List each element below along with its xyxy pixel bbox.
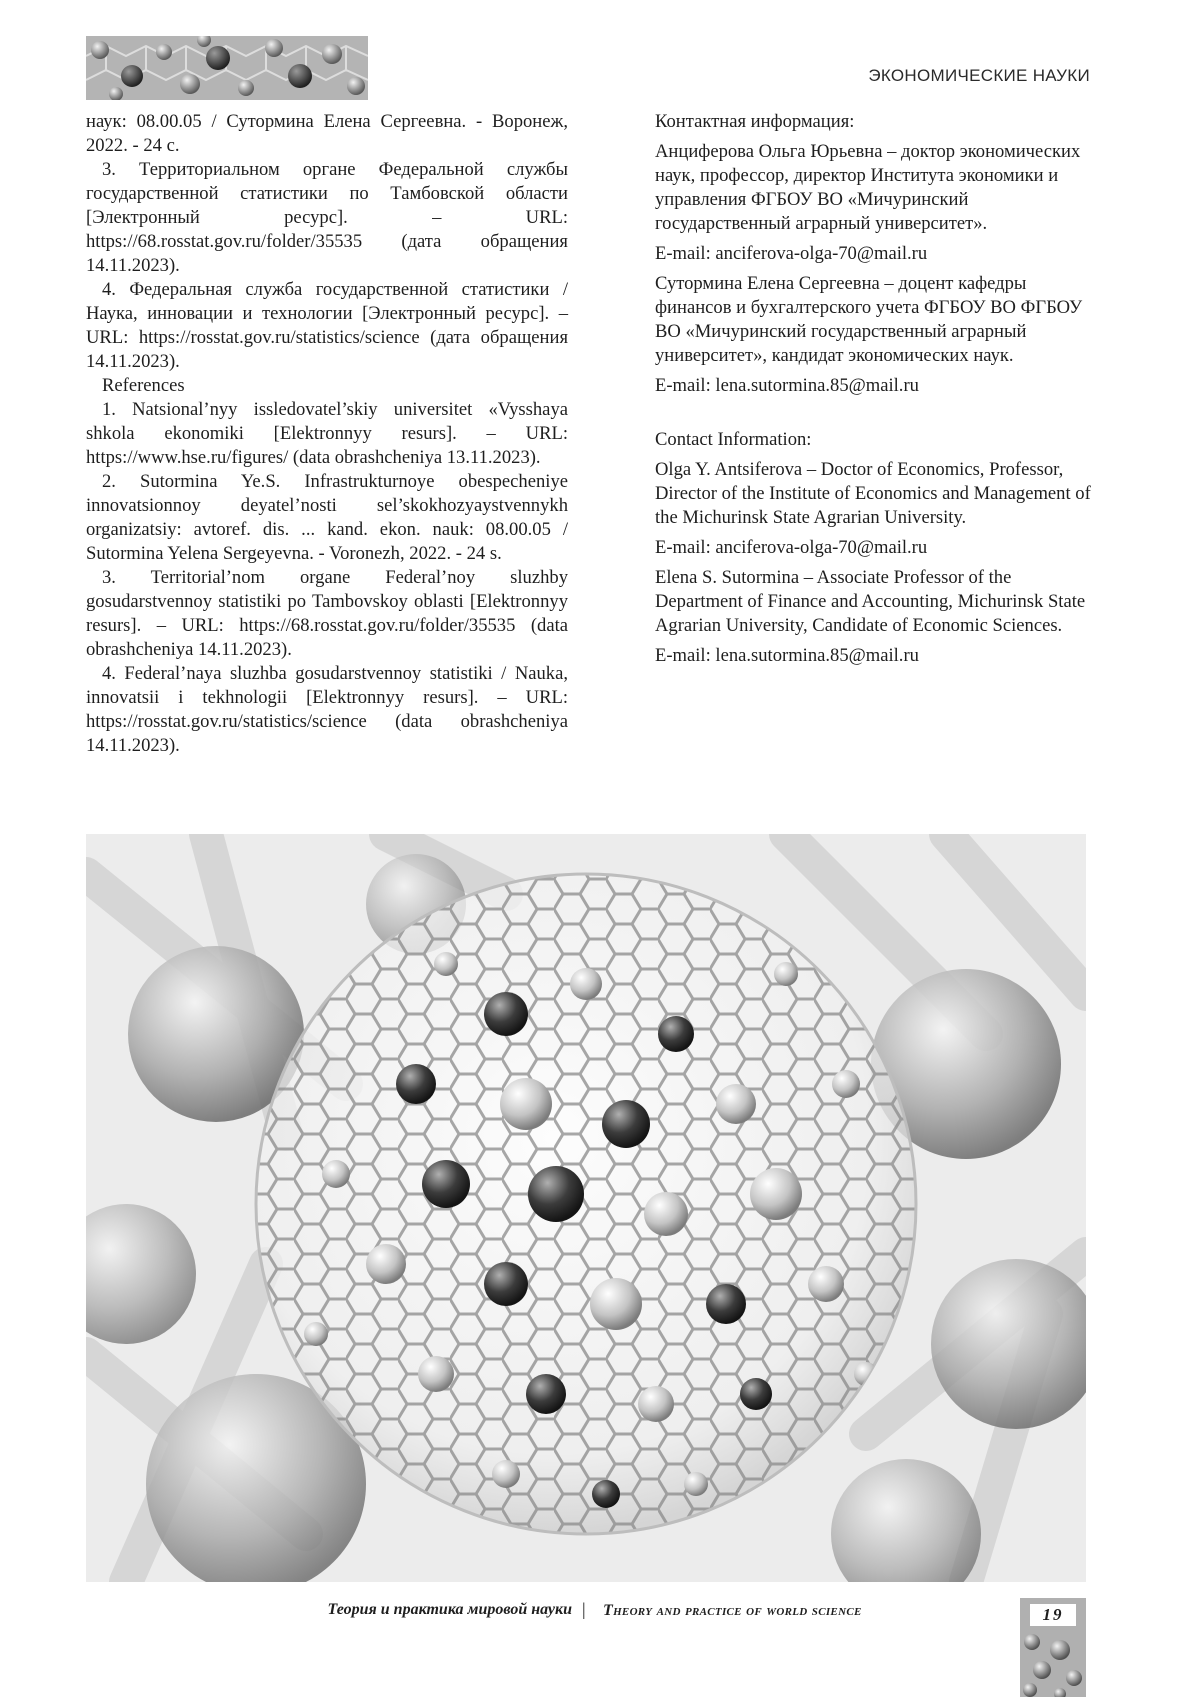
references-column: [86, 110, 568, 758]
page-number-box: [1020, 1598, 1086, 1697]
references-heading: References: [102, 375, 185, 396]
journal-title-en: Theory and practice of world science: [603, 1602, 862, 1619]
header-molecule-banner: [86, 36, 368, 100]
spacer: [655, 404, 1100, 428]
author-2-ru: Сутормина Елена Сергеевна – доцент кафедры финансов и бухгалтерского учета ФГБОУ ВО ФГБОУ ВО «Мичуринский государственный аграрный университет», кандидат экономических наук.: [655, 273, 1083, 366]
reference-paragraph: 1. Natsional’nyy issledovatel’skiy universitet «Vysshaya shkola ekonomiki [Elektronnyy resurs]. – URL: https://www.hse.ru/figures/ (data obrashcheniya 13.11.2023).: [86, 399, 568, 468]
reference-paragraph: 4. Federal’naya sluzhba gosudarstvennoy statistiki / Nauka, innovatsii i tekhnologii [Elektronnyy resurs]. – URL: https://rosstat.gov.ru/statistics/science (data obrashcheniya 14.11.2023).: [86, 663, 568, 756]
email-2-ru: E-mail: lena.sutormina.85@mail.ru: [655, 375, 919, 396]
molecule-pattern-image: [86, 36, 368, 100]
email-1-ru: E-mail: anciferova-olga-70@mail.ru: [655, 243, 928, 264]
author-1-en: Olga Y. Antsiferova – Doctor of Economics, Professor, Director of the Institute of Economics and Management of the Michurinsk State Agrarian University.: [655, 459, 1091, 528]
author-1-ru: Анциферова Ольга Юрьевна – доктор экономических наук, профессор, директор Института экономики и управления ФГБОУ ВО «Мичуринский государственный аграрный университет».: [655, 141, 1081, 234]
contact-column: [655, 110, 1100, 674]
reference-paragraph: 4. Федеральная служба государственной статистики / Наука, инновации и технологии [Электронный ресурс]. – URL: https://rosstat.gov.ru/statistics/science (дата обращения 14.11.2023).: [86, 279, 568, 372]
section-title: ЭКОНОМИЧЕСКИЕ НАУКИ: [868, 66, 1090, 85]
fullerene-molecule-image: [86, 834, 1086, 1582]
page-number: 19: [1030, 1604, 1076, 1626]
email-1-en: E-mail: anciferova-olga-70@mail.ru: [655, 537, 928, 558]
author-2-en: Elena S. Sutormina – Associate Professor of the Department of Finance and Accounting, Michurinsk State Agrarian University, Candidate of Economic Sciences.: [655, 567, 1086, 636]
reference-paragraph: наук: 08.00.05 / Сутормина Елена Сергеевна. - Воронеж, 2022. - 24 с.: [86, 111, 568, 156]
reference-paragraph: 3. Территориальном органе Федеральной службы государственной статистики по Тамбовской области [Электронный ресурс]. – URL: https://68.rosstat.gov.ru/folder/35535 (дата обращения 14.11.2023).: [86, 159, 568, 276]
footer-separator: |: [582, 1599, 586, 1619]
email-2-en: E-mail: lena.sutormina.85@mail.ru: [655, 645, 919, 666]
contact-heading-en: Contact Information:: [655, 429, 812, 450]
fullerene-illustration: [86, 834, 1086, 1582]
reference-paragraph: 3. Territorial’nom organe Federal’noy sluzhby gosudarstvennoy statistiki po Tambovskoy oblasti [Elektronnyy resurs]. – URL: https://68.rosstat.gov.ru/folder/35535 (data obrashcheniya 14.11.2023).: [86, 567, 568, 660]
reference-paragraph: 2. Sutormina Ye.S. Infrastrukturnoye obespecheniye innovatsionnoy deyatel’nosti sel’skokhozyaystvennykh organizatsiy: avtoref. dis. ... kand. ekon. nauk: 08.00.05 / Sutormina Yelena Sergeyevna. - Voronezh, 2022. - 24 s.: [86, 471, 568, 564]
contact-heading-ru: Контактная информация:: [655, 111, 855, 132]
journal-title-ru: Теория и практика мировой науки: [327, 1601, 572, 1618]
